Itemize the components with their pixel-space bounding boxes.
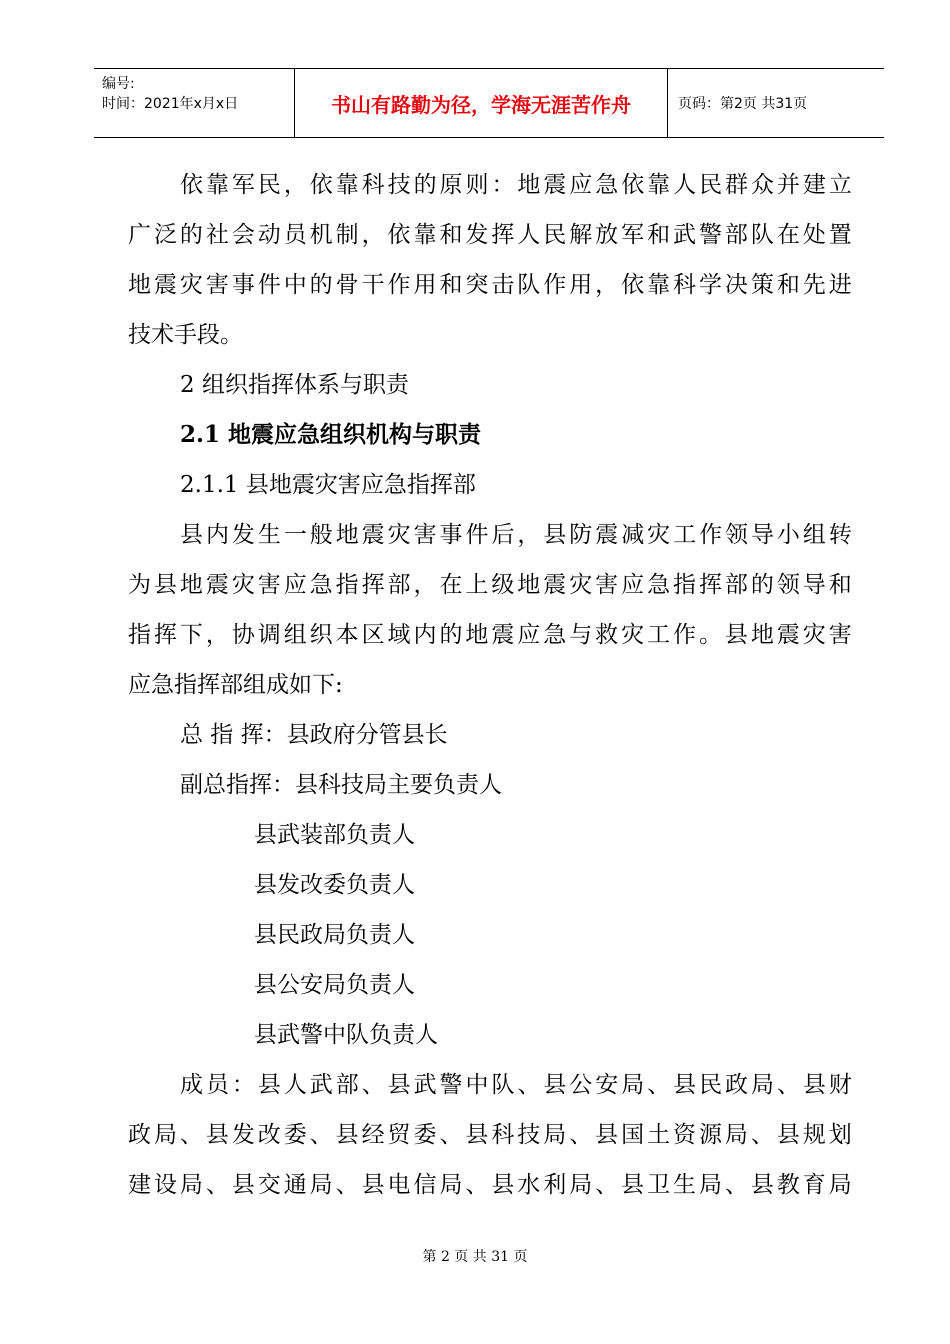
text-line: 应急指挥部组成如下: — [128, 672, 343, 698]
document-time: 时间：2021年x月x日 — [102, 96, 239, 112]
text-line: 县发改委负责人 — [254, 872, 415, 898]
text-line: 建 设 局 、 县 交 通 局 、 县 电 信 局 、 县 水 利 局 、 县 卫 生 局 、 县 教 育 局 — [128, 1172, 852, 1198]
text-line: 县武警中队负责人 — [254, 1022, 438, 1048]
text-line: 县公安局负责人 — [254, 972, 415, 998]
page-header — [94, 68, 884, 138]
header-page-info: 页码：第2页 共31页 — [678, 96, 808, 112]
text-line: 广 泛 的 社 会 动 员 机 制 ， 依 靠 和 发 挥 人 民 解 放 军 和 武 警 部 队 在 处 置 — [128, 222, 852, 248]
page-footer: 第 2 页 共 31 页 — [422, 1249, 528, 1265]
text-line: 指 挥 下 ， 协 调 组 织 本 区 域 内 的 地 震 应 急 与 救 灾 工 作 。 县 地 震 灾 害 — [128, 622, 852, 648]
text-line: 2 组织指挥体系与职责 — [180, 372, 409, 398]
text-line: 副总指挥：县科技局主要负责人 — [180, 772, 502, 798]
text-line: 2.1 地震应急组织机构与职责 — [180, 421, 482, 448]
text-line: 县武装部负责人 — [254, 822, 415, 848]
text-line: 成 员 ： 县 人 武 部 、 县 武 警 中 队 、 县 公 安 局 、 县 民 政 局 、 县 财 — [180, 1072, 852, 1098]
header-motto: 书山有路勤为径，学海无涯苦作舟 — [295, 69, 668, 137]
text-line: 地 震 灾 害 事 件 中 的 骨 干 作 用 和 突 击 队 作 用 ， 依 靠 科 学 决 策 和 先 进 — [128, 272, 852, 298]
text-line: 依 靠 军 民 ， 依 靠 科 技 的 原 则 ： 地 震 应 急 依 靠 人 民 群 众 并 建 立 — [180, 172, 852, 198]
header-meta — [94, 69, 295, 137]
text-line: 政 局 、 县 发 改 委 、 县 经 贸 委 、 县 科 技 局 、 县 国 土 资 源 局 、 县 规 划 — [128, 1122, 852, 1148]
document-body — [128, 160, 852, 1210]
text-line: 为 县 地 震 灾 害 应 急 指 挥 部 ， 在 上 级 地 震 灾 害 应 急 指 挥 部 的 领 导 和 — [128, 572, 852, 598]
text-line: 县 内 发 生 一 般 地 震 灾 害 事 件 后 ， 县 防 震 减 灾 工 作 领 导 小 组 转 — [180, 522, 852, 548]
text-line: 技术手段。 — [128, 322, 243, 348]
text-line: 县民政局负责人 — [254, 922, 415, 948]
document-number-label: 编号: — [102, 76, 135, 92]
text-line: 2.1.1 县地震灾害应急指挥部 — [180, 472, 476, 498]
text-line: 总 指 挥：县政府分管县长 — [180, 722, 448, 748]
